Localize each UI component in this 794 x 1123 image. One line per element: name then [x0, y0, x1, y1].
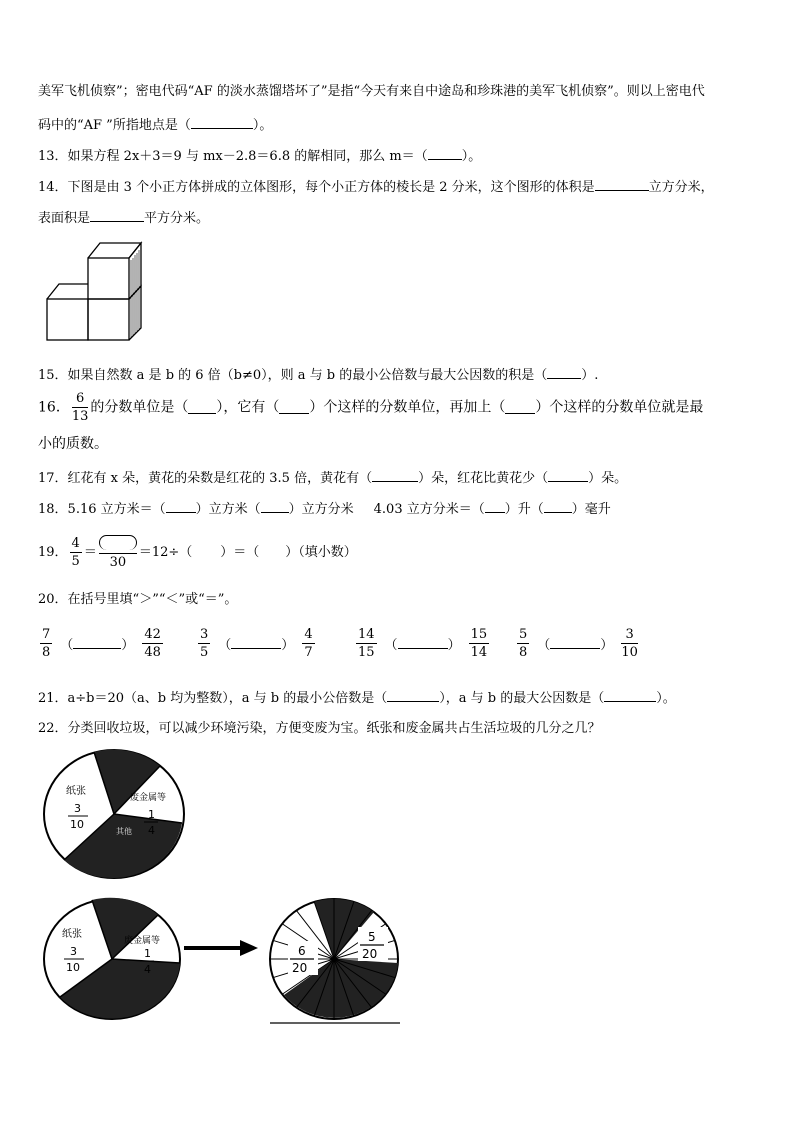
fraction-4-5: $\frac{4}{5}$ [71, 535, 80, 569]
svg-text:4: 4 [144, 963, 151, 976]
answer-blank[interactable] [191, 117, 253, 129]
question-16-line-2: 小的质数。 [38, 436, 108, 452]
question-14: 14．下图是由 3 个小正方体拼成的立体图形，每个小正方体的棱长是 2 分米，这个图形的体积是 立方分米， [38, 180, 714, 195]
pie-chart-1 [42, 748, 186, 880]
paper-label: 纸张 [66, 786, 86, 797]
answer-blank[interactable] [595, 179, 649, 191]
fraction-blank-30: 30 [99, 535, 137, 569]
compare-blank[interactable] [231, 637, 281, 649]
answer-blank[interactable] [188, 402, 216, 414]
top-cube-front [88, 258, 129, 299]
answer-blank[interactable] [548, 470, 588, 482]
metal-label: 废金属等 [124, 936, 161, 946]
numerator-blank[interactable] [99, 535, 137, 550]
compare-blank[interactable] [550, 637, 600, 649]
compare-pair-1: $\frac{7}{8}$ （ ） $\frac{42}{48}$ [42, 627, 161, 660]
metal-label: 废金属等 [130, 793, 167, 803]
svg-text:20: 20 [362, 947, 378, 961]
question-21: 21．a÷b＝20（a、b 均为整数），a 与 b 的最小公倍数是（ ），a 与 b 的最大公因数是（ ）。 [38, 691, 676, 706]
svg-text:1: 1 [148, 808, 155, 821]
compare-pair-4: $\frac{5}{8}$ （ ） $\frac{3}{10}$ [519, 627, 638, 660]
compare-pair-2: $\frac{3}{5}$ （ ） $\frac{4}{7}$ [200, 627, 313, 660]
question-16: 16． $\frac{6}{13}$ 的分数单位是（ ），它有（ ）个这样的分数单位，再加上（ ）个这样的分数单位就是最 [38, 391, 704, 424]
answer-blank[interactable] [505, 402, 535, 414]
pie-chart-3 [268, 897, 402, 1027]
svg-text:5: 5 [368, 930, 376, 944]
intro-line-1: 美军飞机侦察”；密电代码“AF 的淡水蒸馏塔坏了”是指“今天有来自中途岛和珍珠港的美军飞机侦察”。则以上密电代 [38, 84, 705, 99]
answer-blank[interactable] [261, 501, 289, 513]
svg-text:10: 10 [66, 961, 80, 974]
question-19: 19． $\frac{4}{5}$ ＝ 30 ＝12÷（ ）＝（ ）（填小数） [38, 535, 357, 570]
answer-blank[interactable] [279, 402, 309, 414]
answer-blank[interactable] [604, 690, 656, 702]
answer-blank[interactable] [547, 367, 581, 379]
question-22: 22．分类回收垃圾，可以减少环境污染，方便变废为宝。纸张和废金属共占生活垃圾的几分之几？ [38, 721, 601, 736]
compare-blank[interactable] [398, 637, 448, 649]
intro-line-2: 码中的“AF ”所指地点是（ ）。 [38, 118, 273, 133]
answer-blank[interactable] [372, 470, 418, 482]
arrow-right-icon [182, 938, 262, 958]
svg-text:3: 3 [74, 802, 81, 815]
pie-chart-2 [42, 897, 182, 1021]
svg-text:6: 6 [298, 944, 306, 958]
answer-blank[interactable] [387, 690, 439, 702]
fraction-6-13: $\frac{6}{13}$ [71, 391, 89, 424]
paper-label: 纸张 [62, 929, 82, 940]
answer-blank[interactable] [90, 210, 144, 222]
question-20: 20．在括号里填“＞”“＜”或“＝”。 [38, 592, 238, 607]
left-cube-front [47, 299, 88, 340]
right-cube-front [88, 299, 129, 340]
question-18: 18．5.16 立方米＝（ ）立方米（ ）立方分米 4.03 立方分米＝（ ）升（ ）毫升 [38, 502, 611, 517]
svg-text:1: 1 [144, 947, 151, 960]
compare-blank[interactable] [73, 637, 121, 649]
question-15: 15．如果自然数 a 是 b 的 6 倍（b≠0），则 a 与 b 的最小公倍数与最大公因数的积是（ ）. [38, 368, 599, 383]
svg-text:10: 10 [70, 818, 84, 831]
cube-figure [44, 238, 152, 348]
question-17: 17．红花有 x 朵，黄花的朵数是红花的 3.5 倍，黄花有（ ）朵，红花比黄花少（ ）朵。 [38, 471, 628, 486]
svg-text:20: 20 [292, 961, 308, 975]
answer-blank[interactable] [428, 148, 462, 160]
answer-blank[interactable] [166, 501, 196, 513]
answer-blank[interactable] [485, 501, 505, 513]
svg-text:3: 3 [70, 945, 77, 958]
top-cube-top [88, 243, 141, 258]
compare-pair-3: $\frac{14}{15}$ （ ） $\frac{15}{14}$ [358, 627, 488, 660]
question-14-line-2: 表面积是 平方分米。 [38, 211, 210, 226]
svg-text:4: 4 [148, 824, 155, 837]
question-13: 13．如果方程 2x＋3＝9 与 mx－2.8＝6.8 的解相同，那么 m＝（ ）。 [38, 149, 482, 164]
svg-text:其他: 其他 [116, 827, 132, 836]
answer-blank[interactable] [544, 501, 572, 513]
